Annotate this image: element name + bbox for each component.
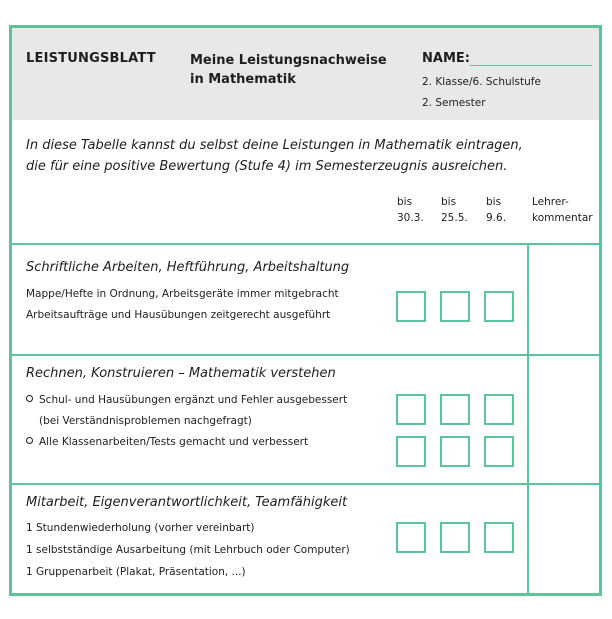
intro-text — [26, 135, 523, 177]
checkbox[interactable] — [484, 394, 514, 425]
criterion-line: 1 Gruppenarbeit (Plakat, Präsentation, ...) — [26, 566, 246, 578]
semester-label: 2. Semester — [422, 97, 486, 109]
header-band — [12, 28, 599, 120]
section-title-calculating: Rechnen, Konstruieren – Mathematik verstehen — [26, 366, 336, 381]
sheet-title: LEISTUNGSBLATT — [26, 51, 156, 66]
class-info — [422, 72, 541, 114]
checkbox[interactable] — [396, 436, 426, 467]
criterion-line: 1 selbstständige Ausarbeitung (mit Lehrbuch oder Computer) — [26, 544, 350, 556]
checkbox[interactable] — [396, 394, 426, 425]
divider — [12, 243, 599, 245]
bullet-icon — [26, 395, 33, 402]
criterion-line: (bei Verständnisproblemen nachgefragt) — [39, 415, 252, 427]
intro-line-2: die für eine positive Bewertung (Stufe 4) im Semesterzeugnis ausreichen. — [26, 159, 508, 174]
checkbox[interactable] — [396, 522, 426, 553]
criterion-line: Schul- und Hausübungen ergänzt und Fehler ausgebessert — [26, 394, 347, 406]
bullet-icon — [26, 437, 33, 444]
checkbox[interactable] — [484, 291, 514, 322]
checkbox[interactable] — [440, 291, 470, 322]
checkbox[interactable] — [440, 436, 470, 467]
criterion-line: Alle Klassenarbeiten/Tests gemacht und verbessert — [26, 436, 308, 448]
checkbox[interactable] — [484, 522, 514, 553]
checkbox[interactable] — [440, 522, 470, 553]
column-header-2: bis 25.5. — [441, 196, 468, 224]
comment-column-divider — [527, 243, 529, 596]
section-title-written-work: Schriftliche Arbeiten, Heftführung, Arbeitshaltung — [26, 260, 350, 275]
criterion-line: Mappe/Hefte in Ordnung, Arbeitsgeräte immer mitgebracht — [26, 288, 339, 300]
criterion-line: 1 Stundenwiederholung (vorher vereinbart) — [26, 522, 255, 534]
intro-line-1: In diese Tabelle kannst du selbst deine Leistungen in Mathematik eintragen, — [26, 138, 523, 153]
divider — [12, 354, 599, 356]
column-header-1: bis 30.3. — [397, 196, 424, 224]
checkbox[interactable] — [440, 394, 470, 425]
sheet-subtitle — [190, 51, 387, 89]
section-title-participation: Mitarbeit, Eigenverantwortlichkeit, Teamfähigkeit — [26, 495, 348, 510]
subtitle-line-2: in Mathematik — [190, 72, 296, 87]
checkbox[interactable] — [484, 436, 514, 467]
divider — [12, 483, 599, 485]
name-entry-line[interactable] — [470, 65, 592, 66]
criterion-line: Arbeitsaufträge und Hausübungen zeitgerecht ausgeführt — [26, 309, 331, 321]
name-label: NAME: — [422, 51, 470, 66]
column-header-3: bis 9.6. — [486, 196, 507, 224]
subtitle-line-1: Meine Leistungsnachweise — [190, 53, 387, 68]
class-level: 2. Klasse/6. Schulstufe — [422, 76, 541, 88]
column-header-teacher-comment: Lehrer- kommentar — [532, 196, 593, 224]
checkbox[interactable] — [396, 291, 426, 322]
worksheet — [9, 25, 602, 596]
